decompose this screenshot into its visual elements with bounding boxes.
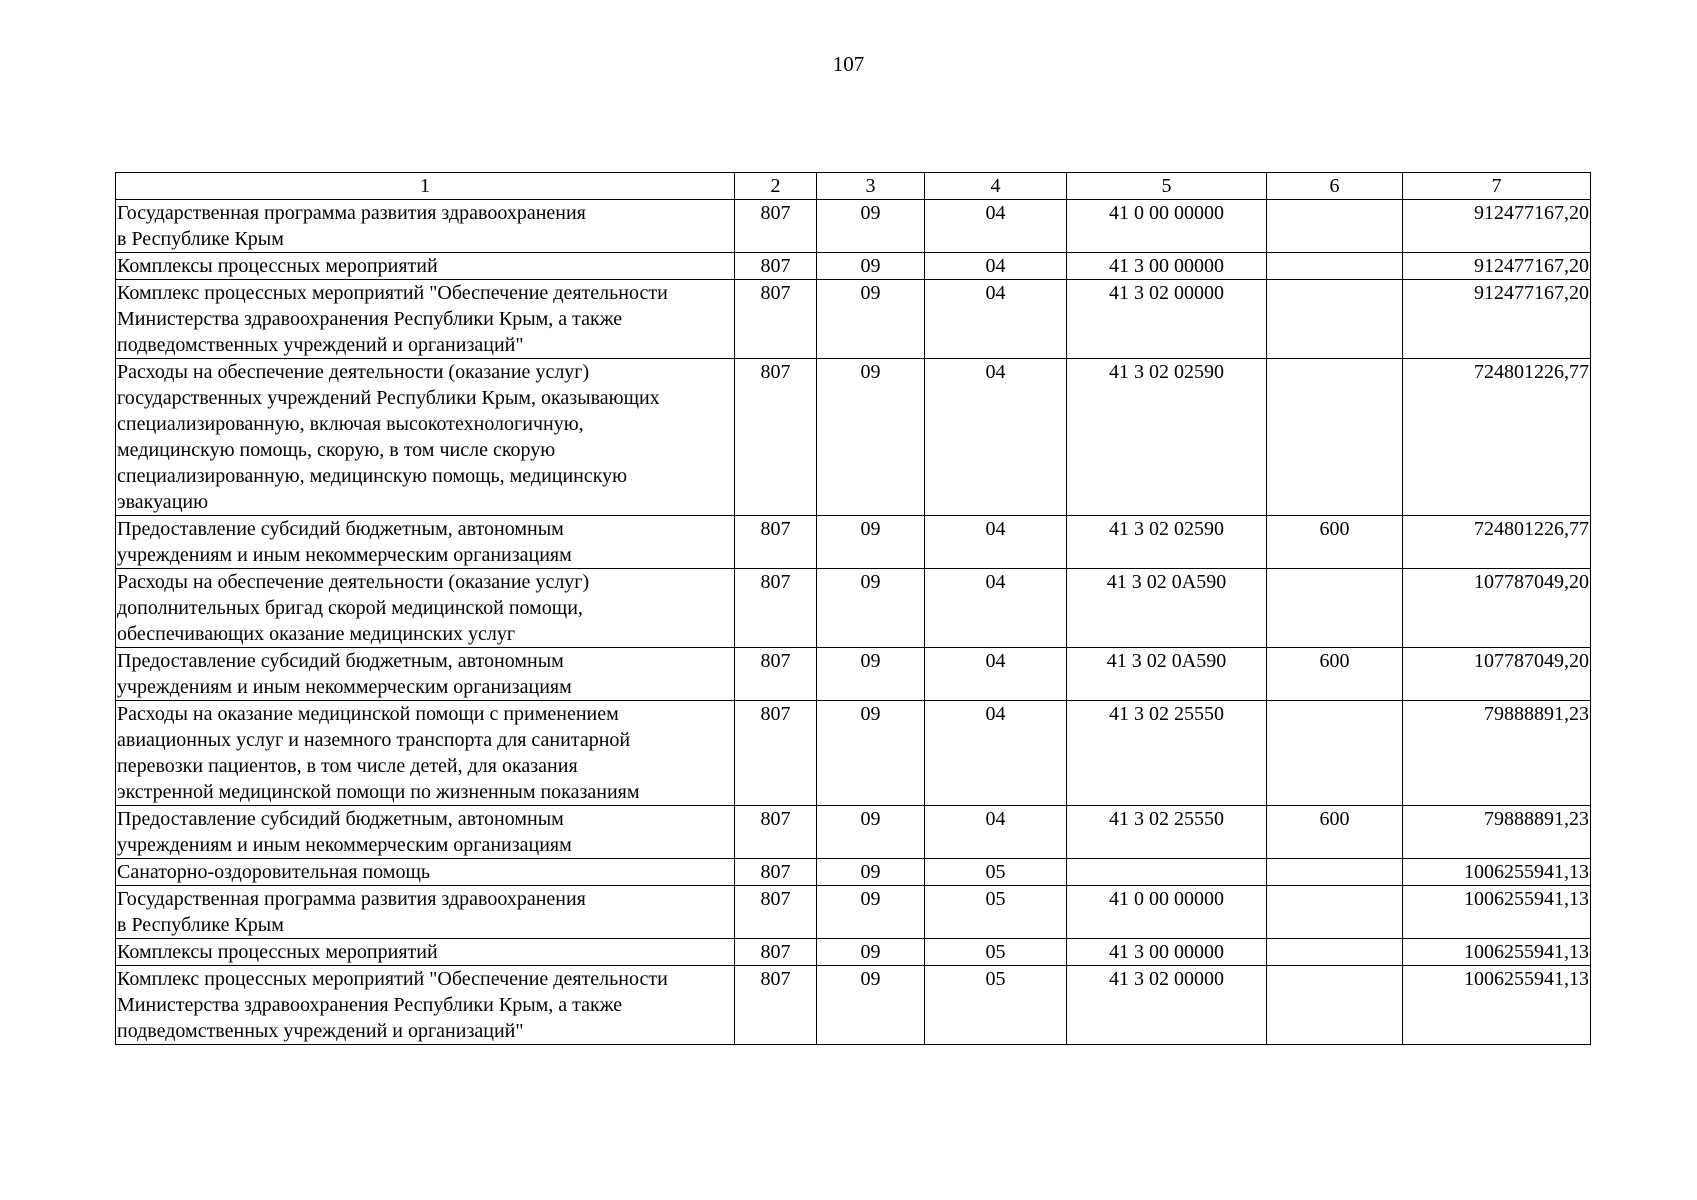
row-subsection-cell: 05	[925, 939, 1067, 966]
row-name-cell: Комплекс процессных мероприятий "Обеспечение деятельности Министерства здравоохранения Республики Крым, а также подведомственных учреждений и организаций"	[116, 280, 735, 359]
row-section-cell: 09	[817, 859, 925, 886]
row-amount-cell: 1006255941,13	[1403, 966, 1591, 1045]
row-expense-type-cell	[1267, 253, 1403, 280]
row-name-cell: Комплексы процессных мероприятий	[116, 253, 735, 280]
row-section-cell: 09	[817, 939, 925, 966]
row-expense-type-cell: 600	[1267, 648, 1403, 701]
row-expense-type-cell	[1267, 886, 1403, 939]
row-code-cell: 807	[735, 701, 817, 806]
row-subsection-cell: 04	[925, 280, 1067, 359]
row-name-cell: Комплекс процессных мероприятий "Обеспечение деятельности Министерства здравоохранения Республики Крым, а также подведомственных учреждений и организаций"	[116, 966, 735, 1045]
row-name-cell: Расходы на обеспечение деятельности (оказание услуг) дополнительных бригад скорой медицинской помощи, обеспечивающих оказание медицинских услуг	[116, 569, 735, 648]
row-code-cell: 807	[735, 886, 817, 939]
row-code-cell: 807	[735, 806, 817, 859]
row-amount-cell: 107787049,20	[1403, 569, 1591, 648]
row-amount-cell: 1006255941,13	[1403, 886, 1591, 939]
row-subsection-cell: 04	[925, 516, 1067, 569]
row-target-article-cell: 41 3 02 02590	[1067, 516, 1267, 569]
table-row	[116, 280, 1591, 359]
row-code-cell: 807	[735, 939, 817, 966]
row-section-cell: 09	[817, 806, 925, 859]
row-expense-type-cell	[1267, 966, 1403, 1045]
row-target-article-cell: 41 3 02 25550	[1067, 701, 1267, 806]
row-amount-cell: 912477167,20	[1403, 253, 1591, 280]
row-subsection-cell: 05	[925, 966, 1067, 1045]
row-amount-cell: 1006255941,13	[1403, 939, 1591, 966]
row-section-cell: 09	[817, 886, 925, 939]
table-row	[116, 701, 1591, 806]
row-expense-type-cell	[1267, 569, 1403, 648]
row-expense-type-cell: 600	[1267, 806, 1403, 859]
row-amount-cell: 724801226,77	[1403, 359, 1591, 516]
column-header: 7	[1403, 173, 1591, 200]
column-header: 4	[925, 173, 1067, 200]
row-name-cell: Государственная программа развития здравоохранения в Республике Крым	[116, 886, 735, 939]
row-section-cell: 09	[817, 280, 925, 359]
row-target-article-cell: 41 3 00 00000	[1067, 253, 1267, 280]
row-expense-type-cell	[1267, 701, 1403, 806]
row-subsection-cell: 05	[925, 886, 1067, 939]
row-target-article-cell: 41 0 00 00000	[1067, 886, 1267, 939]
row-name-cell: Санаторно-оздоровительная помощь	[116, 859, 735, 886]
row-amount-cell: 79888891,23	[1403, 806, 1591, 859]
row-code-cell: 807	[735, 966, 817, 1045]
row-target-article-cell: 41 3 02 00000	[1067, 966, 1267, 1045]
table-row	[116, 648, 1591, 701]
column-header: 3	[817, 173, 925, 200]
row-name-cell: Расходы на обеспечение деятельности (оказание услуг) государственных учреждений Республики Крым, оказывающих специализированную, включая высокотехнологичную, медицинскую помощь, скорую, в том числе скорую специализированную, медицинскую помощь, медицинскую эвакуацию	[116, 359, 735, 516]
row-amount-cell: 724801226,77	[1403, 516, 1591, 569]
row-code-cell: 807	[735, 859, 817, 886]
row-target-article-cell: 41 3 02 0А590	[1067, 648, 1267, 701]
row-target-article-cell: 41 3 02 00000	[1067, 280, 1267, 359]
row-subsection-cell: 04	[925, 359, 1067, 516]
table-row	[116, 200, 1591, 253]
row-subsection-cell: 05	[925, 859, 1067, 886]
table-header-row	[116, 173, 1591, 200]
row-expense-type-cell	[1267, 280, 1403, 359]
row-code-cell: 807	[735, 200, 817, 253]
row-target-article-cell: 41 3 00 00000	[1067, 939, 1267, 966]
row-section-cell: 09	[817, 253, 925, 280]
row-expense-type-cell: 600	[1267, 516, 1403, 569]
row-amount-cell: 912477167,20	[1403, 280, 1591, 359]
table-row	[116, 516, 1591, 569]
column-header: 6	[1267, 173, 1403, 200]
row-code-cell: 807	[735, 648, 817, 701]
table-row	[116, 939, 1591, 966]
row-section-cell: 09	[817, 569, 925, 648]
row-subsection-cell: 04	[925, 648, 1067, 701]
row-expense-type-cell	[1267, 200, 1403, 253]
column-header: 5	[1067, 173, 1267, 200]
row-code-cell: 807	[735, 569, 817, 648]
row-section-cell: 09	[817, 516, 925, 569]
row-code-cell: 807	[735, 516, 817, 569]
row-amount-cell: 107787049,20	[1403, 648, 1591, 701]
row-target-article-cell: 41 3 02 25550	[1067, 806, 1267, 859]
table-row	[116, 359, 1591, 516]
row-target-article-cell: 41 3 02 02590	[1067, 359, 1267, 516]
row-target-article-cell: 41 0 00 00000	[1067, 200, 1267, 253]
row-expense-type-cell	[1267, 359, 1403, 516]
row-name-cell: Расходы на оказание медицинской помощи с применением авиационных услуг и наземного транспорта для санитарной перевозки пациентов, в том числе детей, для оказания экстренной медицинской помощи по жизненным показаниям	[116, 701, 735, 806]
row-section-cell: 09	[817, 648, 925, 701]
row-name-cell: Государственная программа развития здравоохранения в Республике Крым	[116, 200, 735, 253]
row-subsection-cell: 04	[925, 806, 1067, 859]
budget-table	[115, 172, 1591, 1045]
row-section-cell: 09	[817, 701, 925, 806]
column-header: 1	[116, 173, 735, 200]
row-amount-cell: 1006255941,13	[1403, 859, 1591, 886]
row-code-cell: 807	[735, 280, 817, 359]
row-expense-type-cell	[1267, 859, 1403, 886]
page-number: 107	[832, 52, 865, 76]
table-body	[116, 200, 1591, 1045]
row-name-cell: Предоставление субсидий бюджетным, автономным учреждениям и иным некоммерческим организациям	[116, 516, 735, 569]
row-target-article-cell	[1067, 859, 1267, 886]
row-amount-cell: 79888891,23	[1403, 701, 1591, 806]
table-row	[116, 569, 1591, 648]
row-amount-cell: 912477167,20	[1403, 200, 1591, 253]
table-row	[116, 966, 1591, 1045]
column-header: 2	[735, 173, 817, 200]
row-section-cell: 09	[817, 200, 925, 253]
row-target-article-cell: 41 3 02 0А590	[1067, 569, 1267, 648]
row-name-cell: Предоставление субсидий бюджетным, автономным учреждениям и иным некоммерческим организациям	[116, 648, 735, 701]
row-section-cell: 09	[817, 359, 925, 516]
row-subsection-cell: 04	[925, 200, 1067, 253]
row-subsection-cell: 04	[925, 253, 1067, 280]
row-subsection-cell: 04	[925, 569, 1067, 648]
row-name-cell: Предоставление субсидий бюджетным, автономным учреждениям и иным некоммерческим организациям	[116, 806, 735, 859]
row-expense-type-cell	[1267, 939, 1403, 966]
table-row	[116, 859, 1591, 886]
row-section-cell: 09	[817, 966, 925, 1045]
row-name-cell: Комплексы процессных мероприятий	[116, 939, 735, 966]
row-code-cell: 807	[735, 253, 817, 280]
table-row	[116, 886, 1591, 939]
table-row	[116, 806, 1591, 859]
row-code-cell: 807	[735, 359, 817, 516]
table-row	[116, 253, 1591, 280]
row-subsection-cell: 04	[925, 701, 1067, 806]
